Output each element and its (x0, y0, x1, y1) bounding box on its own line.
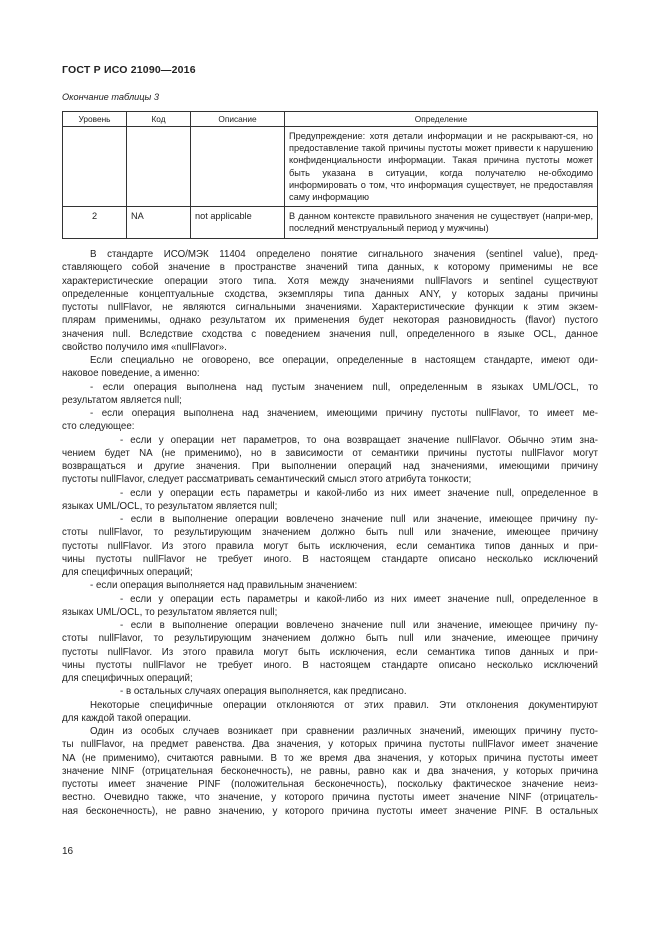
column-header-description: Описание (191, 112, 285, 127)
text-line: ставляющего собой значение в пространстве значений типа данных, к которому применимы не все (62, 262, 598, 274)
text-line: стоты nullFlavor, то результирующим значением должно быть null или значение, имеющее причину (62, 527, 598, 539)
text-line: - если у операции есть параметры и какой-либо из них имеет значение null, определенное в (120, 487, 598, 499)
text-line: определенные концептуальные сходства, экземпляры типа данных ANY, у которых заданы причины (62, 288, 598, 300)
cell-definition: Предупреждение: хотя детали информации и не раскрывают-ся, но предоставление такой причины пустоты может привести к нарушению конфиденциальности информации. Такая причина пустоты может быть указана в ситуации, когда получателю не-обходимо информировать о том, что информация существует, не предоставляя саму информацию (285, 127, 598, 207)
text-line: - если в выполнение операции вовлечено значение null или значение, имеющее причину пу- (120, 620, 598, 631)
text-line: - если у операции нет параметров, то она возвращает значение nullFlavor. Обычно этим зна- (120, 434, 598, 446)
text-line: пустоты nullFlavor. Из этого правила могут быть исключения, если семантика типов данных и при- (62, 646, 598, 658)
column-header-level: Уровень (63, 112, 127, 127)
text-line: для специфичных операций; (62, 567, 193, 578)
text-line: значение NINF (отрицательная бесконечность), не равны, равно как и два значения, у которых причина (62, 765, 598, 777)
text-line: - если операция выполняется над правильным значением: (90, 580, 358, 592)
text-line: языках UML/OCL, то результатом является null; (62, 606, 278, 618)
body-text (62, 248, 598, 818)
text-line: сто следующее: (62, 421, 135, 433)
text-line: возвращаться и другие значения. При выполнении операций над значениями, имеющими причину (62, 461, 598, 472)
text-line: пустоты nullFlavor. Из этого правила могут быть исключения, если семантика типов данных и при- (62, 540, 598, 552)
cell-definition: В данном контексте правильного значения не существует (напри-мер, последний менструальный период у мужчины) (285, 207, 598, 238)
text-line: Один из особых случаев возникает при сравнении различных значений, имеющих причину пусто- (90, 726, 598, 737)
text-line: ты nullFlavor, на предмет равенства. Два значения, у которых причина пустоты nullFlavor имеет значение (62, 739, 598, 751)
text-line: пустоты nullFlavor, не являются сигнальными значениями. Характеристические функции к этим экзем- (62, 302, 598, 313)
text-line: для специфичных операций; (62, 673, 193, 684)
text-line: наковое поведение, а именно: (62, 368, 200, 380)
text-line: В стандарте ИСО/МЭК 11404 определено понятие сигнального значения (sentinel value), пред- (90, 249, 598, 260)
text-line: стоты nullFlavor, то результирующим значением должно быть null или значение, имеющее причину (62, 633, 598, 645)
text-line: - если операция выполнена над пустым значением null, определенным в языках UML/OCL, то (90, 381, 598, 393)
cell-level: 2 (63, 207, 127, 238)
text-line: свойство получило имя «nullFlavor». (62, 341, 227, 353)
text-line: Если специально не оговорено, все операции, определенные в настоящем стандарте, имеют оди- (90, 355, 598, 366)
cell-description: not applicable (191, 207, 285, 238)
text-line: - если операция выполнена над значением, имеющими причину пустоты nullFlavor, то имеет ме- (90, 408, 598, 419)
table-row (63, 207, 598, 238)
text-line: характеристические операции этого типа. Хотя между значениями nullFlavors и sentinel существуют (62, 275, 598, 287)
text-line: NA (не применимо), считаются равными. В то же время два значения, у которых причина пустоты имеет (62, 752, 598, 764)
column-header-code: Код (127, 112, 191, 127)
text-line: результатом является null; (62, 394, 182, 406)
text-line: пустоты имеет значение PINF (положительная бесконечность), поскольку фактическое значение неиз- (62, 779, 598, 790)
definitions-table (62, 111, 598, 239)
text-line: плярам применимы, однако результатом их применения будет некоторая разновидность (flavor) пустого (62, 315, 598, 327)
cell-level (63, 127, 127, 207)
cell-code (127, 127, 191, 207)
table-row (63, 127, 598, 207)
text-line: чением будет NA (не применимо), но в зависимости от семантики причины пустоты nullFlavor могут (62, 447, 598, 459)
cell-description (191, 127, 285, 207)
document-header: ГОСТ Р ИСО 21090—2016 (62, 64, 196, 76)
text-line: чины пустоты nullFlavor не требует иного. В настоящем стандарте описано несколько исключений (62, 553, 598, 565)
table-header-row (63, 112, 598, 127)
text-line: - если у операции есть параметры и какой-либо из них имеет значение null, определенное в (120, 593, 598, 605)
cell-code: NA (127, 207, 191, 238)
text-line: для каждой такой операции. (62, 712, 191, 724)
text-line: - в остальных случаях операция выполняется, как предписано. (120, 686, 407, 698)
text-line: вестно. Очевидно также, что значение, у которого причина пустоты имеет значение NINF (отрицатель- (62, 792, 598, 804)
text-line: значения null. Вследствие сходства с поведением значения null, определенного в языке OCL, данное (62, 328, 598, 340)
text-line: Некоторые специфичные операции отклоняются от этих правил. Эти отклонения документируют (90, 699, 598, 711)
text-line: ная бесконечность), не равно значению, у которого причина пустоты имеет значение PINF. В остальных (62, 805, 598, 817)
page-number: 16 (62, 846, 74, 857)
text-line: пустоты nullFlavor, следует рассматривать семантический смысл этого атрибута тонкости; (62, 474, 472, 486)
text-line: чины пустоты nullFlavor не требует иного. В настоящем стандарте описано несколько исключений (62, 659, 598, 671)
column-header-definition: Определение (285, 112, 598, 127)
text-line: - если в выполнение операции вовлечено значение null или значение, имеющее причину пу- (120, 514, 598, 525)
table-caption: Окончание таблицы 3 (62, 92, 159, 102)
text-line: языках UML/OCL, то результатом является null; (62, 500, 278, 512)
